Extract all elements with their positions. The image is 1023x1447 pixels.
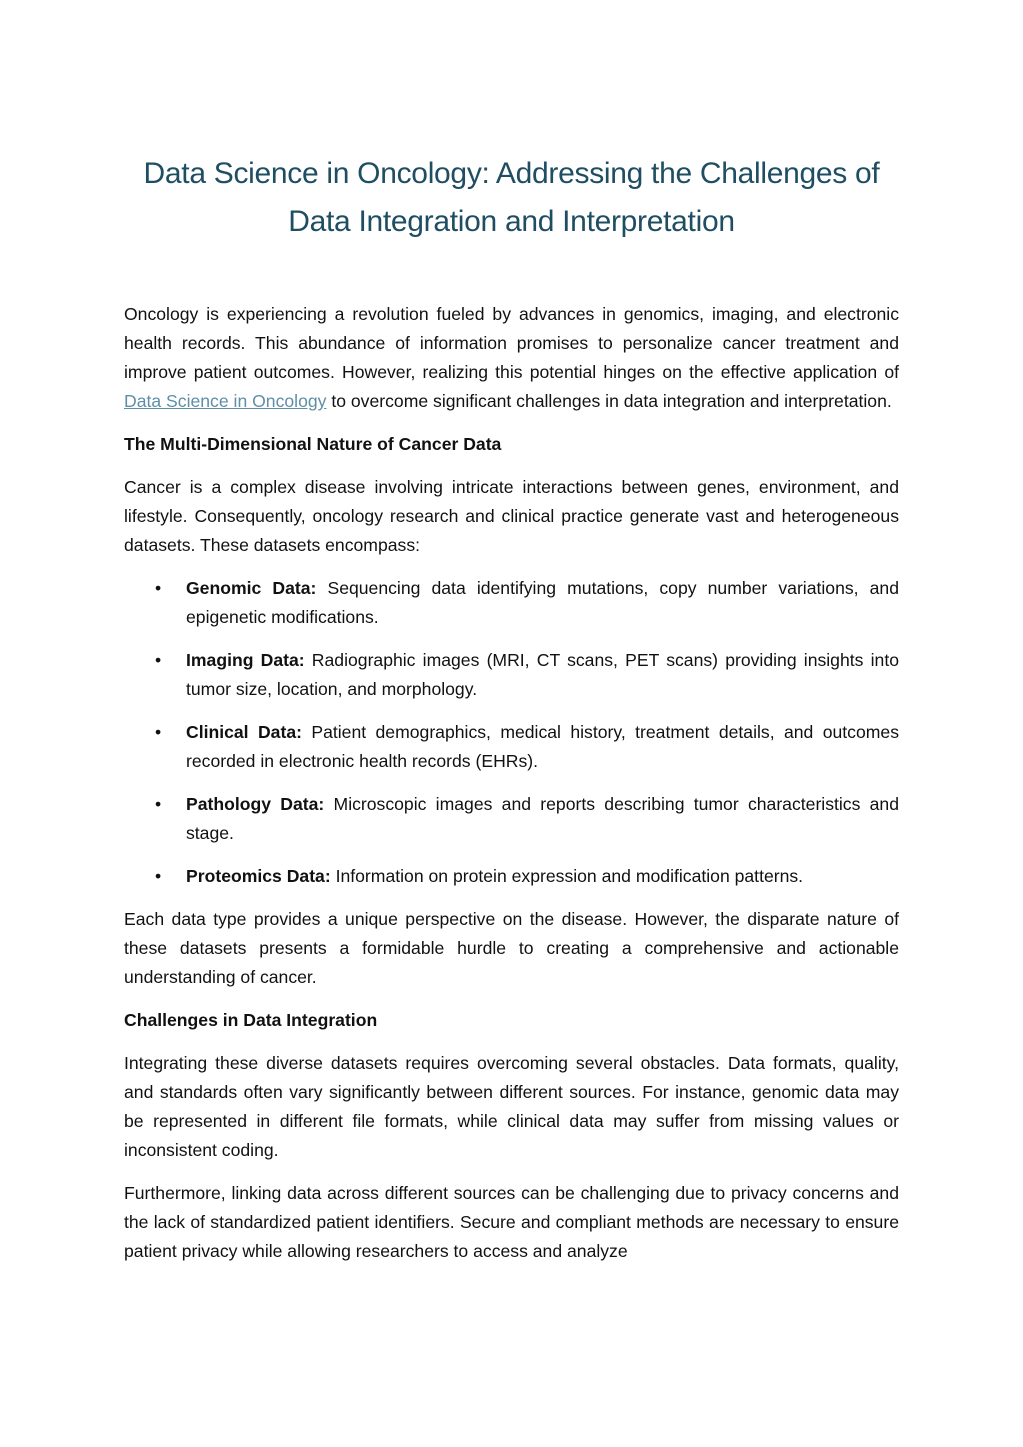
bullet-icon: • xyxy=(155,722,162,742)
list-item-label: Imaging Data: xyxy=(186,650,305,670)
section2-paragraph-2: Furthermore, linking data across different sources can be challenging due to privacy concerns and the lack of standardized patient identifiers. Secure and compliant methods are necessary to ensure patient privacy while allowing researchers to access and analyze xyxy=(124,1183,899,1261)
data-science-in-oncology-link[interactable]: Data Science in Oncology xyxy=(124,391,327,411)
list-item-clinical xyxy=(124,718,899,776)
section1-closing-paragraph: Each data type provides a unique perspective on the disease. However, the disparate nature of these datasets presents a formidable hurdle to creating a comprehensive and actionable understanding of cancer. xyxy=(124,909,899,987)
title-line-2: Data Integration and Interpretation xyxy=(288,205,735,238)
intro-text-before-link: Oncology is experiencing a revolution fueled by advances in genomics, imaging, and electronic health records. This abundance of information promises to personalize cancer treatment and improve patient outcomes. However, realizing this potential hinges on the effective application of xyxy=(124,304,899,382)
list-item-text: Information on protein expression and modification patterns. xyxy=(330,866,804,886)
section1-paragraph: Cancer is a complex disease involving intricate interactions between genes, environment, and lifestyle. Consequently, oncology research and clinical practice generate vast and heterogeneous datasets. These datasets encompass: xyxy=(124,477,899,555)
list-item-label: Proteomics Data: xyxy=(186,866,331,886)
section-heading-data-integration: Challenges in Data Integration xyxy=(124,1010,378,1030)
bullet-icon: • xyxy=(155,794,162,814)
bullet-icon: • xyxy=(155,650,162,670)
list-item-genomic xyxy=(124,574,899,632)
list-item-text: Patient demographics, medical history, treatment details, and outcomes recorded in electronic health records (EHRs). xyxy=(186,722,899,771)
list-item-label: Clinical Data: xyxy=(186,722,302,742)
document-body xyxy=(124,300,899,1280)
bullet-icon: • xyxy=(155,866,162,886)
title-block xyxy=(124,150,899,246)
title-line-1: Data Science in Oncology: Addressing the Challenges of xyxy=(143,157,880,190)
intro-paragraph xyxy=(124,300,899,416)
list-item-text: Radiographic images (MRI, CT scans, PET scans) providing insights into tumor size, location, and morphology. xyxy=(186,650,899,699)
bullet-icon: • xyxy=(155,578,162,598)
list-item-pathology xyxy=(124,790,899,848)
section2-paragraph-1: Integrating these diverse datasets requires overcoming several obstacles. Data formats, quality, and standards often vary significantly between different sources. For instance, genomic data may be represented in different file formats, while clinical data may suffer from missing values or inconsistent coding. xyxy=(124,1053,899,1160)
list-item-proteomics xyxy=(124,862,899,891)
list-item-label: Pathology Data: xyxy=(186,794,325,814)
list-item-text: Microscopic images and reports describing tumor characteristics and stage. xyxy=(186,794,900,843)
list-item-imaging xyxy=(124,646,899,704)
intro-text-after-link: to overcome significant challenges in data integration and interpretation. xyxy=(326,391,892,411)
data-types-list xyxy=(124,574,899,891)
list-item-label: Genomic Data: xyxy=(186,578,317,598)
list-item-text: Sequencing data identifying mutations, copy number variations, and epigenetic modifications. xyxy=(186,578,899,627)
page-title xyxy=(124,150,899,246)
section-heading-multidimensional: The Multi-Dimensional Nature of Cancer Data xyxy=(124,434,502,454)
